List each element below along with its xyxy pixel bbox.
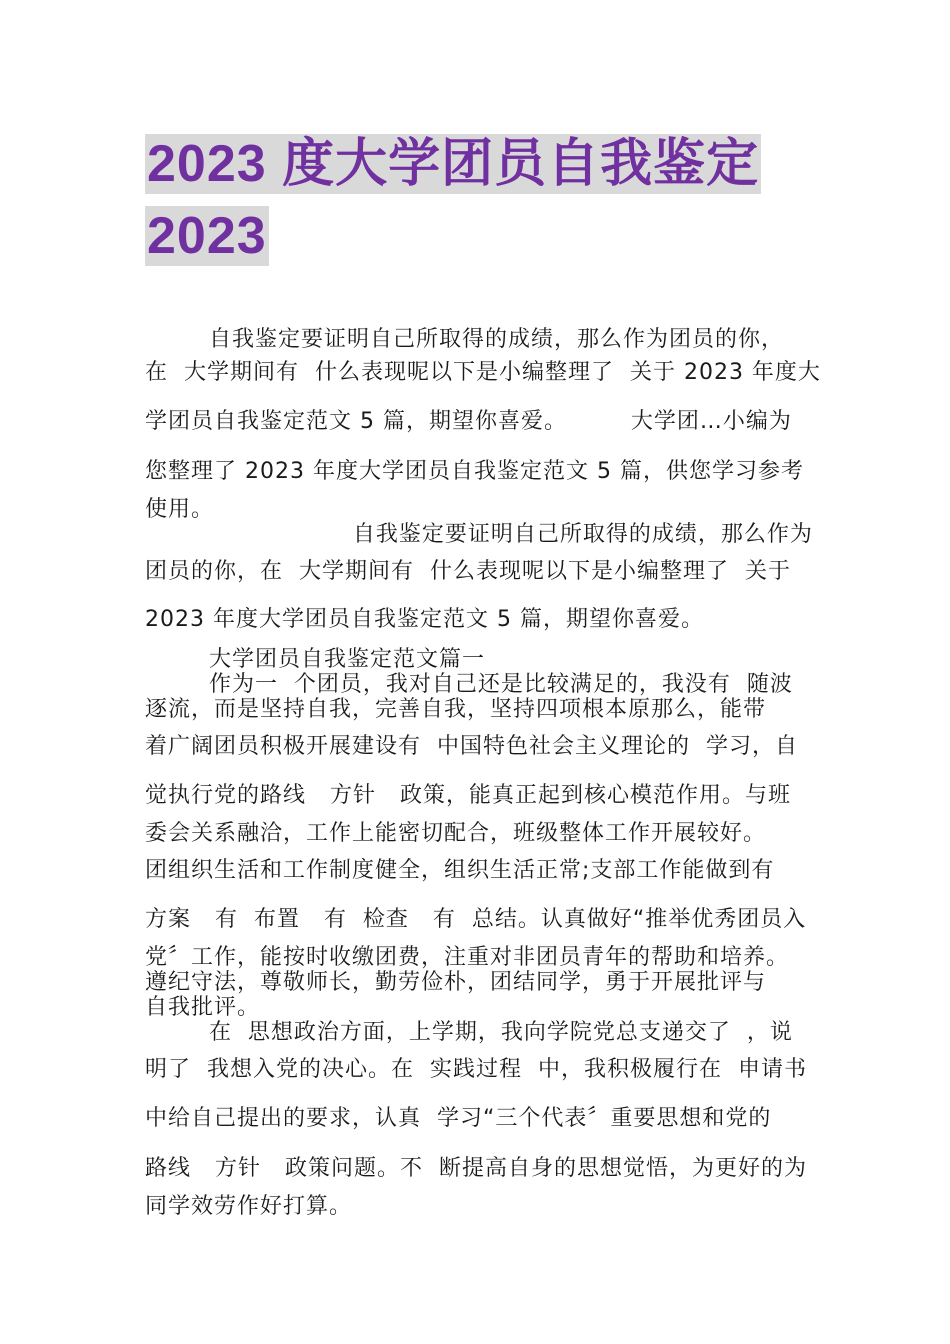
body-line: 您整理了 2023 年度大学团员自我鉴定范文 5 篇，供您学习参考 — [145, 459, 804, 484]
body-line: 2023 年度大学团员自我鉴定范文 5 篇，期望你喜爱。 — [145, 607, 704, 632]
body-line: 逐流，而是坚持自我，完善自我，坚持四项根本原那么，能带 — [145, 697, 767, 722]
document-title-line-1: 2023 度大学团员自我鉴定 — [147, 135, 760, 193]
body-line: 觉执行党的路线 方针 政策，能真正起到核心模范作用。与班 — [145, 783, 791, 808]
body-line: 在 大学期间有 什么表现呢以下是小编整理了 关于 2023 年度大 — [145, 360, 821, 385]
body-line: 方案 有 布置 有 检查 有 总结。认真做好“推举优秀团员入 — [145, 907, 807, 932]
body-line: 遵纪守法，尊敬师长，勤劳俭朴，团结同学，勇于开展批评与 — [145, 970, 767, 995]
body-line: 在 思想政治方面，上学期，我向学院党总支递交了 ，说 — [145, 1020, 793, 1045]
body-line: 自我批评。 — [145, 995, 261, 1020]
body-line: 使用。 — [145, 497, 215, 522]
body-line: 委会关系融洽，工作上能密切配合，班级整体工作开展较好。 — [145, 821, 767, 846]
body-line: 团组织生活和工作制度健全，组织生活正常;支部工作能做到有 — [145, 858, 775, 883]
body-line: 明了 我想入党的决心。在 实践过程 中，我积极履行在 申请书 — [145, 1057, 807, 1082]
document-title-line-2: 2023 — [147, 207, 267, 265]
section-heading: 大学团员自我鉴定范文篇一 — [145, 647, 485, 672]
body-line: 同学效劳作好打算。 — [145, 1194, 353, 1219]
body-line: 路线 方针 政策问题。不 断提高自身的思想觉悟，为更好的为 — [145, 1156, 807, 1181]
body-line: 自我鉴定要证明自己所取得的成绩，那么作为 — [145, 522, 813, 547]
body-line: 作为一 个团员，我对自己还是比较满足的，我没有 随波 — [145, 672, 793, 697]
body-line: 党〞工作，能按时收缴团费，注重对非团员青年的帮助和培养。 — [145, 945, 790, 970]
body-line: 中给自己提出的要求，认真 学习“三个代表〞重要思想和党的 — [145, 1106, 772, 1131]
body-line: 着广阔团员积极开展建设有 中国特色社会主义理论的 学习，自 — [145, 734, 798, 759]
body-line: 团员的你，在 大学期间有 什么表现呢以下是小编整理了 关于 — [145, 559, 791, 584]
body-line: 学团员自我鉴定范文 5 篇，期望你喜爱。 大学团…小编为 — [145, 409, 792, 434]
body-line: 自我鉴定要证明自己所取得的成绩，那么作为团员的你， — [145, 327, 784, 352]
